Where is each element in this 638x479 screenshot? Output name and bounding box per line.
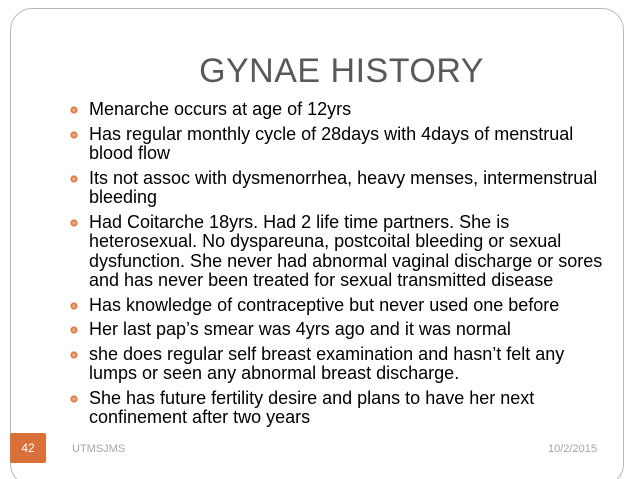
bullet-text: Has knowledge of contraceptive but never used one before [89,294,560,315]
bullet-icon [70,106,77,113]
bullet-item [70,296,610,316]
bullet-icon [70,302,77,309]
bullet-list [70,100,610,433]
bullet-text: Had Coitarche 18yrs. Had 2 life time partners. She is heterosexual. No dyspareuna, postcoital bleeding or sexual dysfunction. She never had abnormal vaginal discharge or sores and has never been treated for sexual transmitted disease [89,211,603,290]
slide-title: GYNAE HISTORY [199,52,484,90]
bullet-item [70,345,610,384]
bullet-item [70,125,610,164]
bullet-item [70,213,610,291]
footer-date: 10/2/2015 [548,443,597,455]
bullet-icon [70,351,77,358]
bullet-icon [70,219,77,226]
bullet-text: Its not assoc with dysmenorrhea, heavy menses, intermenstrual bleeding [89,167,598,207]
bullet-text: Menarche occurs at age of 12yrs [89,99,352,119]
bullet-text: She has future fertility desire and plans to have her next confinement after two years [89,387,535,427]
bullet-item [70,389,610,428]
bullet-item [70,100,610,120]
bullet-text: she does regular self breast examination and hasn’t felt any lumps or seen any abnormal breast discharge. [89,343,565,383]
bullet-icon [70,326,77,333]
bullet-text: Has regular monthly cycle of 28days with 4days of menstrual blood flow [89,123,574,163]
bullet-item [70,320,610,340]
bullet-text: Her last pap’s smear was 4yrs ago and it was normal [89,319,511,339]
bullet-icon [70,175,77,182]
footer-left-text: UTMSJMS [72,443,126,455]
bullet-icon [70,395,77,402]
slide-number-badge: 42 [10,433,46,463]
bullet-icon [70,131,77,138]
bullet-item [70,169,610,208]
